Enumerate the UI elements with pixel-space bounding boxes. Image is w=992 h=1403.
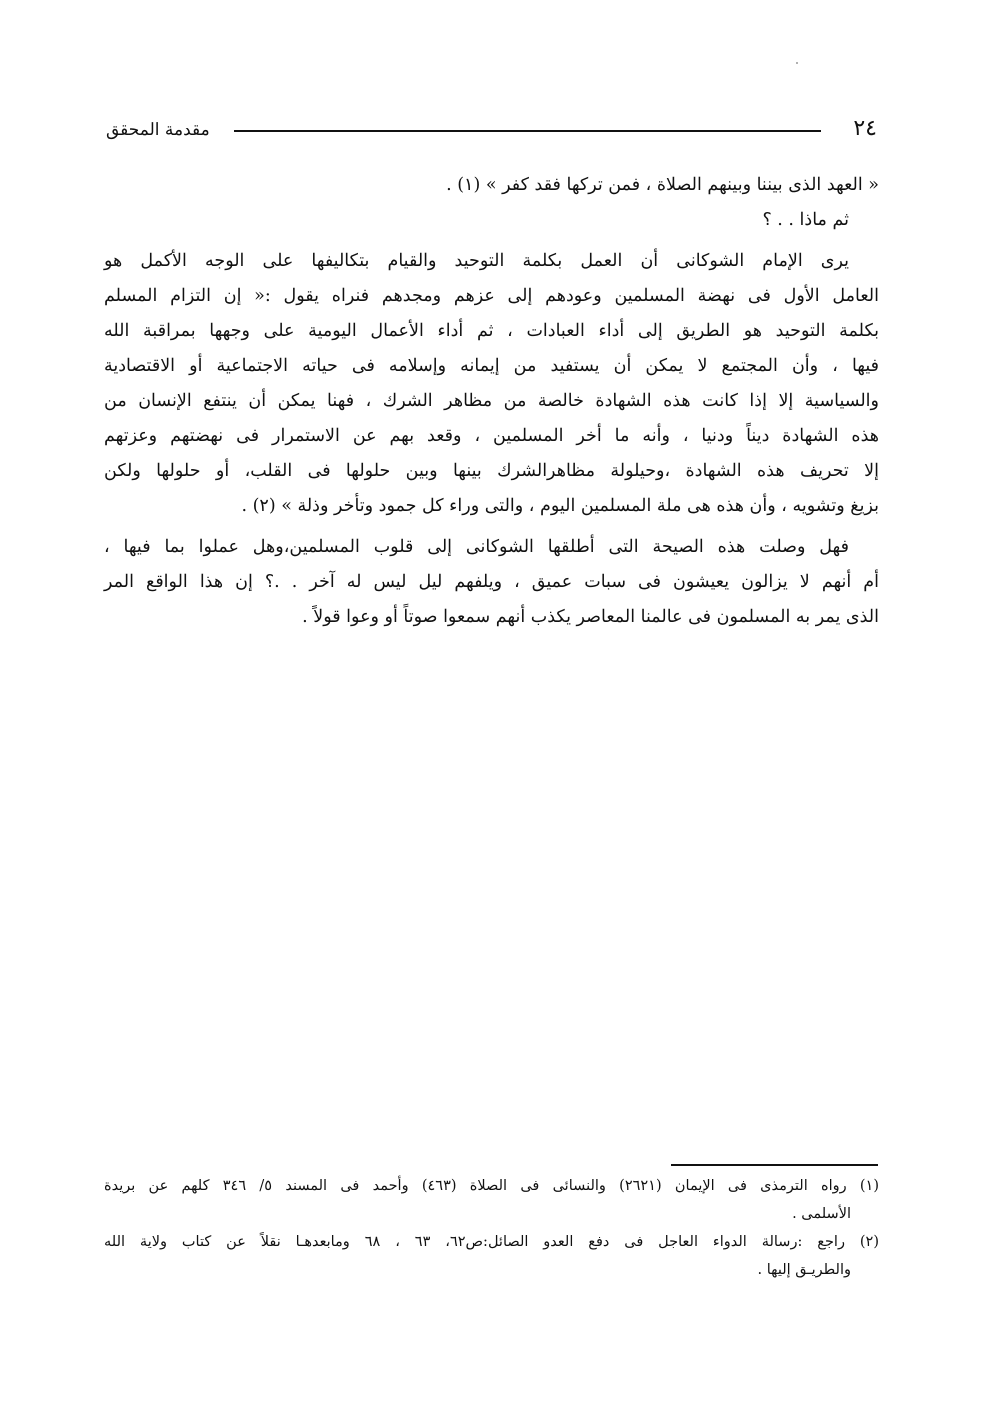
- text-line: إلا تحريف هذه الشهادة ،وحيلولة مظاهرالشرك بينها وبين حلولها فى القلب، أو حلولها ولكن: [104, 461, 879, 481]
- text-line: هذه الشهادة ديناً ودنيا ، وأنه ما أخر المسلمين ، وقعد بهم عن الاستمرار فى نهضتهم وعزتهم: [104, 426, 879, 446]
- page-header: [104, 112, 879, 148]
- text-line: فهل وصلت هذه الصيحة التى أطلقها الشوكانى إلى قلوب المسلمين،وهل عملوا بما فيها ،: [104, 537, 849, 557]
- running-title: مقدمة المحقق: [106, 120, 210, 140]
- footnote-2: (٢) راجع :رسالة الدواء العاجل فى دفع العدو الصائل:ص٦٢، ٦٣ ، ٦٨ ومابعدهـا نقلاً عن كتاب ولاية الله: [104, 1234, 879, 1250]
- text-line: العامل الأول فى نهضة المسلمين وعودهم إلى عزهم ومجدهم فنراه يقول :« إن التزام المسلم: [104, 286, 879, 306]
- text-line: الذى يمر به المسلمون فى عالمنا المعاصر يكذب أنهم سمعوا صوتاً أو وعوا قولاً .: [302, 607, 879, 627]
- paragraph-question: [104, 203, 879, 238]
- paragraph-quote: [104, 168, 879, 203]
- paragraph-shawkani: [104, 244, 879, 524]
- text-line: بزيغ وتشويه ، وأن هذه هى ملة المسلمين اليوم ، والتى وراء كل جمود وتأخر وذلة » (٢) .: [241, 496, 879, 516]
- text-line: ثم ماذا . . ؟: [762, 210, 849, 230]
- footnote-1: (١) رواه الترمذى فى الإيمان (٢٦٢١) والنسائى فى الصلاة (٤٦٣) وأحمد فى المسند ٥/ ٣٤٦ كلهم عن بريدة: [104, 1178, 879, 1194]
- footnote-1-continuation: الأسلمى .: [792, 1206, 851, 1222]
- paragraph-question-reply: [104, 530, 879, 635]
- text-line: يرى الإمام الشوكانى أن العمل بكلمة التوحيد والقيام بتكاليفها على الوجه الأكمل هو: [104, 251, 849, 271]
- footnote-rule: [671, 1164, 878, 1166]
- page-number: ٢٤: [853, 116, 877, 141]
- body-text: [104, 168, 879, 635]
- footnote-2-continuation: والطريـق إليها .: [757, 1262, 851, 1278]
- text-line: والسياسية إلا إذا كانت هذه الشهادة خالصة من مظاهر الشرك ، فهنا يمكن أن ينتفع الإنسان من: [104, 391, 879, 411]
- header-rule: [234, 130, 821, 132]
- footnotes: [104, 1172, 879, 1284]
- text-line: أم أنهم لا يزالون يعيشون فى سبات عميق ، ويلفهم ليل ليس له آخر . .؟ إن هذا الواقع المر: [104, 572, 879, 592]
- text-line: فيها ، وأن المجتمع لا يمكن أن يستفيد من إيمانه وإسلامه فى حياته الاجتماعية أو الاقتصادية: [104, 356, 879, 376]
- text-line: « العهد الذى بيننا وبينهم الصلاة ، فمن تركها فقد كفر » (١) .: [446, 175, 879, 195]
- text-line: بكلمة التوحيد هو الطريق إلى أداء العبادات ، ثم أداء الأعمال اليومية على وجهها بمراقبة الله: [104, 321, 879, 341]
- scan-speck: [796, 62, 798, 64]
